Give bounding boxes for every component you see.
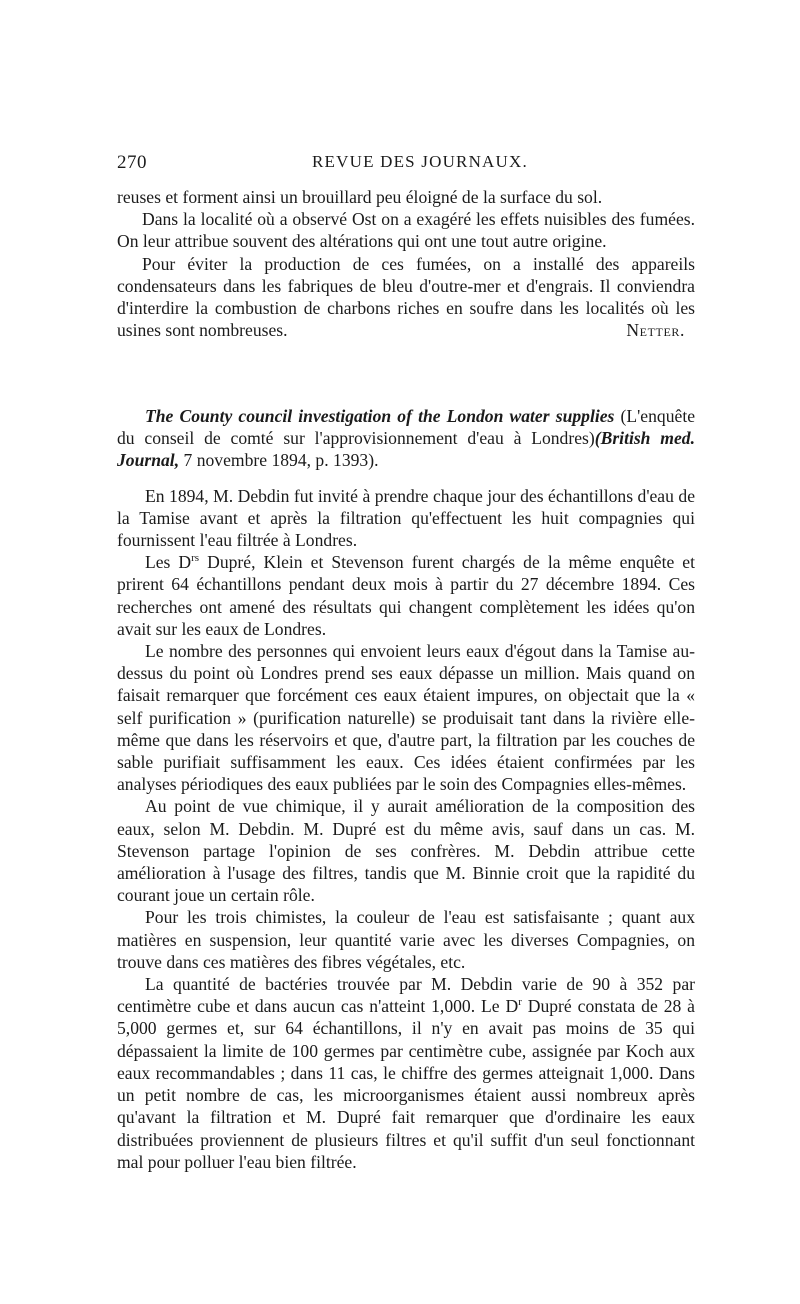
article-section [117, 405, 695, 1173]
page-number: 270 [117, 152, 147, 173]
article-source-date: 7 novembre 1894, p. 1393). [183, 450, 379, 471]
superscript: r [518, 996, 522, 1009]
paragraph-text: Dupré, Klein et Stevenson furent chargés de la même enquête et prirent 64 échantillons pendant deux mois à partir du 27 décembre 1894. Ces recherches ont amené des résultats qui changent complètement les idées qu'on avait sur les eaux de Londres. [117, 552, 695, 639]
paragraph: Dans la localité où a observé Ost on a exagéré les effets nuisibles des fumées. On leur attribue souvent des altérations qui ont une tout autre origine. [117, 209, 695, 252]
paragraph-text: Les D [145, 552, 192, 573]
superscript: rs [191, 552, 200, 565]
paragraph-with-signature [117, 253, 695, 342]
article-title-translation: (L'enquête du conseil de comté sur l'approvisionnement d'eau à Londres) [117, 406, 696, 449]
paragraph-text: La quantité de bactéries trouvée par M. Debdin varie de 90 à 352 par centimètre cube et dans aucun cas n'atteint 1,000. Le D [117, 974, 695, 1017]
paragraph [117, 551, 695, 640]
paragraph: Pour les trois chimistes, la couleur de l'eau est satisfaisante ; quant aux matières en suspension, leur quantité varie avec les diverses Compagnies, on trouve dans ces matières des fibres végétales, etc. [117, 907, 695, 972]
paragraph: Le nombre des personnes qui envoient leurs eaux d'égout dans la Tamise au-dessus du point où Londres prend ses eaux dépasse un million. Mais quand on faisait remarquer que forcément ces eaux étaient impures, on objectait que la « self purification » (purification naturelle) se produisait tant dans la rivière elle-même que dans les réservoirs et que, d'autre part, la filtration par les couches de sable purifiait suffisamment les eaux. Ces idées étaient confirmées par les analyses périodiques des eaux publiées par le soin des Compagnies elles-mêmes. [117, 641, 695, 795]
paragraph: reuses et forment ainsi un brouillard peu éloigné de la surface du sol. [117, 187, 603, 207]
paragraph-text: Pour éviter la production de ces fumées, on a installé des appareils condensateurs dans les fabriques de bleu d'outre-mer et d'engrais. Il conviendra d'interdire la combustion de charbons riches en soufre dans les localités où les usines sont nombreuses. [117, 253, 695, 341]
paragraph: Au point de vue chimique, il y aurait amélioration de la composition des eaux, selon M. Debdin. M. Dupré est du même avis, sauf dans un cas. M. Stevenson partage l'opinion de ses confrères. M. Debdin attribue cette amélioration à l'usage des filtres, tandis que M. Binnie croit que la rapidité du courant joue un certain rôle. [117, 796, 695, 906]
page-header [117, 152, 687, 180]
author-signature: Netter. [626, 320, 685, 341]
article-header [117, 405, 695, 472]
article-source: (British med. Journal, [117, 428, 695, 471]
section-continuation [117, 186, 695, 341]
running-head: REVUE DES JOURNAUX. [312, 152, 528, 171]
paragraph: En 1894, M. Debdin fut invité à prendre chaque jour des échantillons d'eau de la Tamise avant et après la filtration qu'effectuent les huit compagnies qui fournissent l'eau filtrée à Londres. [117, 485, 695, 551]
paragraph [117, 973, 695, 1173]
article-title: The County council investigation of the London water supplies [145, 406, 615, 426]
paragraph-text: Dupré constata de 28 à 5,000 germes et, sur 64 échantillons, il n'y en avait pas moins de 35 qui dépassaient la limite de 100 germes par centimètre cube, assignée par Koch aux eaux recommandables ; dans 11 cas, le chiffre des germes atteignait 1,000. Dans un petit nombre de cas, les microorganismes étaient aussi nombreux après qu'avant la filtration et M. Dupré fait remarquer que d'ordinaire les eaux distribuées proviennent de plusieurs filtres et qu'il suffit d'un seul fonctionnant mal pour polluer l'eau bien filtrée. [117, 996, 695, 1172]
